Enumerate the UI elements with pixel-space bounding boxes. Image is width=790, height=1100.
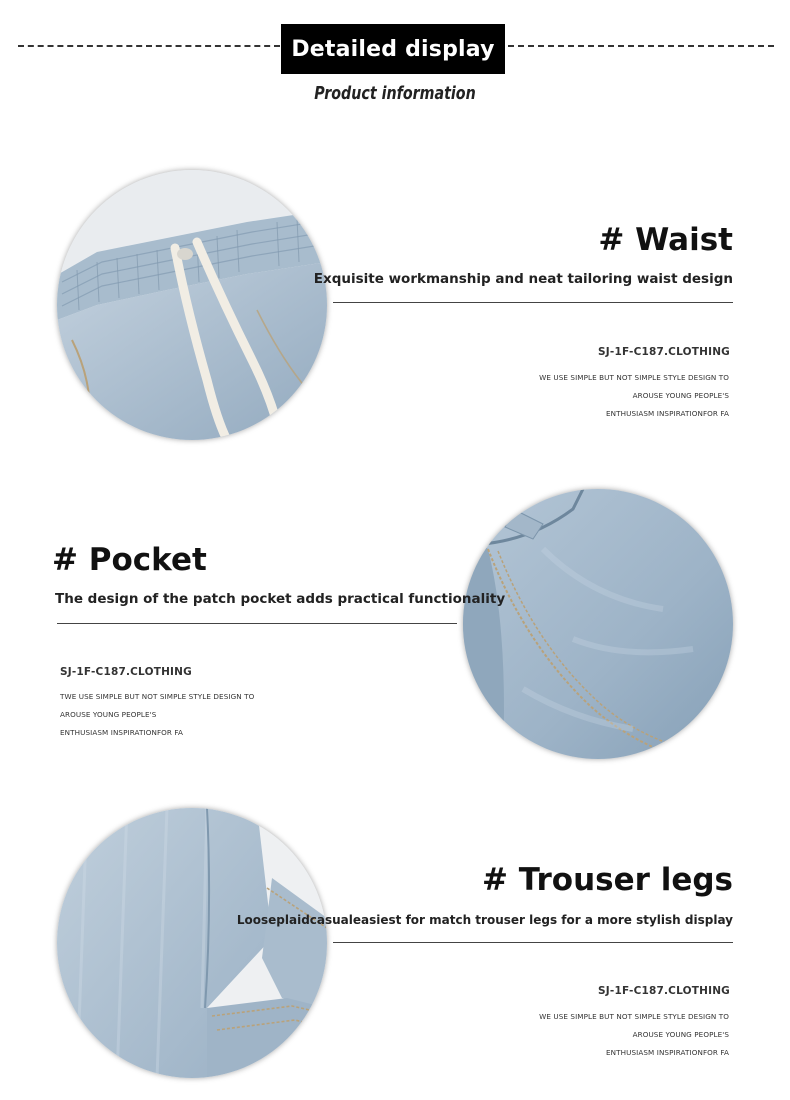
trouser-legs-divider [333,942,733,943]
waist-title: # Waist [598,222,733,258]
waist-text-line-1: WE USE SIMPLE BUT NOT SIMPLE STYLE DESIGN TO [539,373,729,382]
pocket-text-line-3: ENTHUSIASM INSPIRATIONFOR FA [60,728,183,737]
header-subtitle: Product information [314,83,476,104]
trouser-legs-description: Looseplaidcasualeasiest for match trouser legs for a more stylish display [236,913,733,927]
pocket-description: The design of the patch pocket adds practical functionality [55,591,506,607]
trouser-legs-code: SJ-1F-C187.CLOTHING [598,985,730,997]
pocket-text-line-2: AROUSE YOUNG PEOPLE'S [60,710,157,719]
trouser-legs-detail-image [57,808,327,1078]
waist-description: Exquisite workmanship and neat tailoring waist design [313,271,733,287]
trouser-legs-text-line-2: AROUSE YOUNG PEOPLE'S [632,1030,729,1039]
pocket-divider [57,623,457,624]
trouser-legs-title: # Trouser legs [481,862,733,898]
trouser-legs-text-line-1: WE USE SIMPLE BUT NOT SIMPLE STYLE DESIGN TO [539,1012,729,1021]
header-dashed-line-right [508,45,774,47]
waist-code: SJ-1F-C187.CLOTHING [598,346,730,358]
header-title: Detailed display [291,36,495,62]
waist-text-line-2: AROUSE YOUNG PEOPLE'S [632,391,729,400]
pocket-text-line-1: TWE USE SIMPLE BUT NOT SIMPLE STYLE DESIGN TO [60,692,255,701]
pocket-detail-image [463,489,733,759]
waist-divider [333,302,733,303]
pocket-title: # Pocket [52,542,207,578]
trouser-legs-text-line-3: ENTHUSIASM INSPIRATIONFOR FA [606,1048,729,1057]
header-dashed-line-left [18,45,280,47]
waist-text-line-3: ENTHUSIASM INSPIRATIONFOR FA [606,409,729,418]
pocket-code: SJ-1F-C187.CLOTHING [60,666,192,678]
header-title-box [281,24,505,74]
waist-detail-image [57,170,327,440]
